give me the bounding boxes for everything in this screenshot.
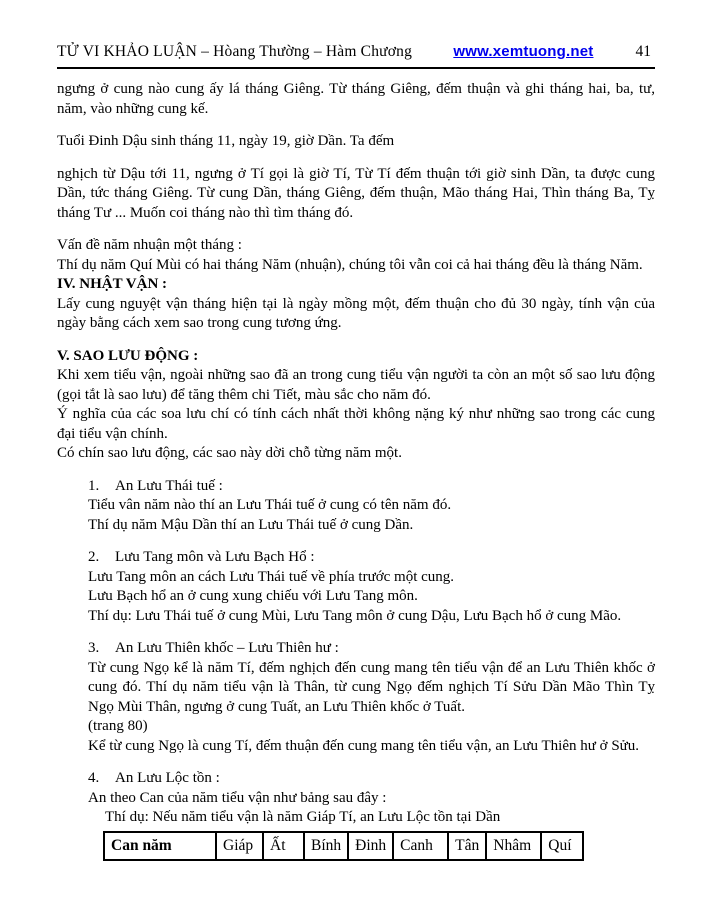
table-header-cell-can-nam: Can năm	[104, 832, 216, 860]
para-y-nghia-sao-luu: Ý nghĩa của các soa lưu chí có tính cách nhất thời không nặng ký như những sao trong các cung đại tiểu vận chính.	[57, 406, 655, 442]
list-item-line: Lưu Tang môn an cách Lưu Thái tuế về phía trước một cung.	[88, 568, 455, 585]
list-item-title-text: An Lưu Thái tuế :	[115, 477, 223, 494]
table-row	[104, 832, 583, 860]
list-item-number: 2.	[88, 549, 100, 565]
line-van-de-nam-nhuan: Vấn đề năm nhuận một tháng :	[57, 237, 242, 253]
can-nam-table	[103, 831, 584, 861]
page-header	[57, 43, 655, 69]
website-link[interactable]: www.xemtuong.net	[453, 43, 594, 60]
book-title: TỬ VI KHẢO LUẬN – Hòang Thường – Hàm Chương	[57, 43, 413, 60]
list-item-number: 4.	[88, 770, 100, 786]
list-item-4-luu-loc-ton	[88, 769, 655, 828]
list-item-3-thien-khoc-thien-hu	[88, 639, 655, 756]
line-thi-du-qui-mui: Thí dụ năm Quí Mùi có hai tháng Năm (nhuận), chúng tôi vẫn coi cả hai tháng đều là tháng Năm.	[57, 256, 643, 273]
list-item-1-luu-thai-tue	[88, 477, 655, 536]
list-item-title-text: An Lưu Lộc tồn :	[115, 770, 220, 786]
table-cell-qui: Quí	[541, 832, 583, 860]
para-nhat-van: Lấy cung nguyệt vận tháng hiện tại là ngày mồng một, đếm thuận cho đủ 30 ngày, tính vận của ngày bằng cách xem sao trong cung tương ứng.	[57, 295, 655, 331]
list-item-number: 1.	[88, 477, 100, 494]
list-item-line: Kể từ cung Ngọ là cung Tí, đếm thuận đến cung mang tên tiểu vận, an Lưu Thiên hư ở Sửu.	[88, 737, 640, 754]
list-item-line: Thí dụ năm Mậu Dần thí an Lưu Thái tuế ở cung Dần.	[88, 516, 414, 533]
para-khi-xem-tieu-van: Khi xem tiểu vận, ngoài những sao đã an trong cung tiểu vận người ta còn an một số sao lưu động (gọi tắt là sao lưu) để tăng thêm chi Tiết, màu sắc cho năm đó.	[57, 367, 655, 403]
list-item-title	[88, 769, 655, 789]
list-item-line: Lưu Bạch hổ an ở cung xung chiếu với Lưu Tang môn.	[88, 588, 418, 604]
list-item-2-tang-mon-bach-ho	[88, 548, 655, 626]
page-body	[57, 69, 655, 861]
table-cell-canh: Canh	[393, 832, 448, 860]
table-cell-tan: Tân	[448, 832, 486, 860]
list-item-line: Từ cung Ngọ kể là năm Tí, đếm nghịch đến cung mang tên tiểu vận để an Lưu Thiên khốc ở cung đó. Thí dụ năm tiểu vận là Thân, từ cung Ngọ đếm nghịch Tí Sửu Dần Mão Thìn Tỵ Ngọ Mùi Thân, ngưng ở cung Tuất, an Lưu Thiên khốc ở Tuất.	[88, 659, 655, 715]
page-number: 41	[635, 43, 651, 60]
table-cell-binh: Bính	[304, 832, 348, 860]
list-item-line: Thí dụ: Nếu năm tiểu vận là năm Giáp Tí, an Lưu Lộc tồn tại Dần	[105, 809, 501, 825]
list-item-line: (trang 80)	[88, 718, 148, 734]
para-thang-gieng: ngưng ở cung nào cung ấy lá tháng Giêng. Từ tháng Giêng, đếm thuận và ghi tháng hai, ba, tư, năm, vào những cung kế.	[57, 81, 655, 117]
list-item-number: 3.	[88, 640, 100, 656]
list-item-line: Thí dụ: Lưu Thái tuế ở cung Mùi, Lưu Tang môn ở cung Dậu, Lưu Bạch hổ ở cung Mão.	[88, 607, 622, 624]
list-item-title	[88, 548, 655, 568]
list-item-title	[88, 477, 655, 497]
list-item-title-text: An Lưu Thiên khốc – Lưu Thiên hư :	[115, 640, 339, 656]
list-item-title-text: Lưu Tang môn và Lưu Bạch Hổ :	[115, 549, 315, 565]
table-cell-at: Ất	[263, 832, 304, 860]
table-cell-dinh: Đinh	[348, 832, 393, 860]
table-cell-nham: Nhâm	[486, 832, 541, 860]
para-nghich-tu-dau: nghịch từ Dậu tới 11, ngưng ở Tí gọi là giờ Tí, Từ Tí đếm thuận tới giờ sinh Dần, ta được cung Dần, tức tháng Giêng. Từ cung Dần, tháng Giêng, đếm thuận, Mão tháng Hai, Thìn tháng Ba, Tỵ tháng Tư ... Muốn coi tháng nào thì tìm tháng đó.	[57, 165, 655, 221]
line-co-chin-sao: Có chín sao lưu động, các sao này dời chỗ từng năm một.	[57, 445, 402, 461]
section-heading-nhat-van: IV. NHẬT VẬN :	[57, 276, 168, 292]
list-item-line: Tiểu vân năm nào thí an Lưu Thái tuế ở cung có tên năm đó.	[88, 497, 452, 513]
para-tuoi-dinh-dau: Tuổi Đinh Dậu sinh tháng 11, ngày 19, giờ Dần. Ta đếm	[57, 133, 395, 149]
section-heading-sao-luu-dong: V. SAO LƯU ĐỘNG :	[57, 347, 199, 364]
list-item-line: An theo Can của năm tiểu vận như bảng sau đây :	[88, 789, 387, 806]
table-cell-giap: Giáp	[216, 832, 263, 860]
list-item-title	[88, 639, 655, 659]
